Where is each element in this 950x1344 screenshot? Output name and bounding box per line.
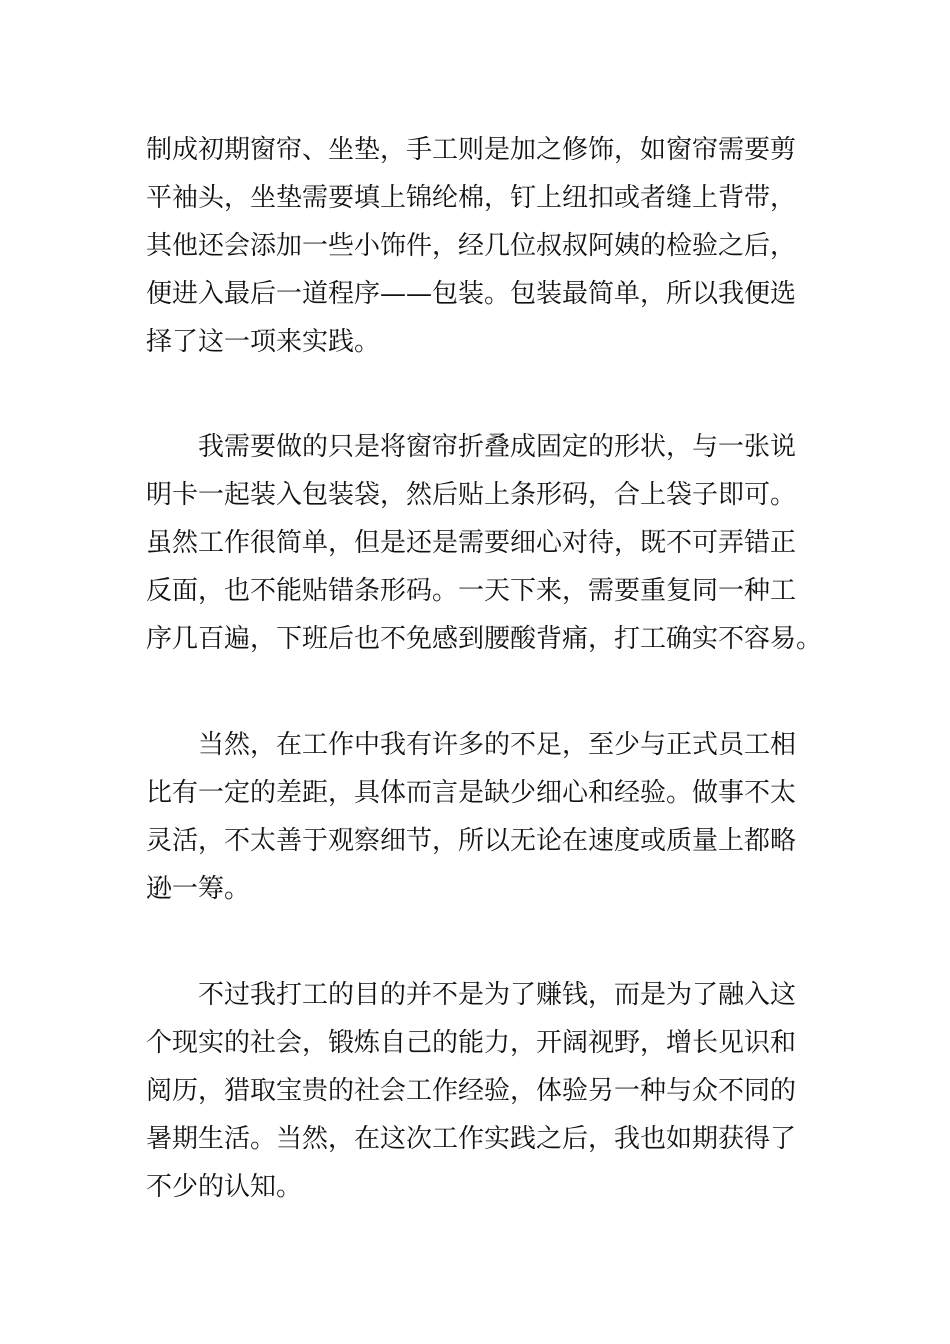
- paragraph-4-line-4: 暑期生活。当然，在这次工作实践之后，我也如期获得了: [146, 1124, 797, 1154]
- paragraph-4-line-2: 个现实的社会，锻炼自己的能力，开阔视野，增长见识和: [146, 1028, 797, 1058]
- paragraph-3-line-4: 逊一筹。: [146, 874, 251, 904]
- paragraph-3-line-2: 比有一定的差距，具体而言是缺少细心和经验。做事不太: [146, 778, 797, 808]
- paragraph-4-line-3: 阅历，猎取宝贵的社会工作经验，体验另一种与众不同的: [146, 1076, 797, 1106]
- paragraph-1-line-4: 便进入最后一道程序——包装。包装最简单，所以我便选: [146, 279, 797, 309]
- paragraph-2-line-1: 我需要做的只是将窗帘折叠成固定的形状，与一张说: [198, 432, 797, 462]
- paragraph-2-line-3: 虽然工作很简单，但是还是需要细心对待，既不可弄错正: [146, 528, 797, 558]
- paragraph-2-line-5: 序几百遍，下班后也不免感到腰酸背痛，打工确实不容易。: [146, 624, 823, 654]
- paragraph-3-line-3: 灵活，不太善于观察细节，所以无论在速度或质量上都略: [146, 826, 797, 856]
- paragraph-1-line-1: 制成初期窗帘、坐垫，手工则是加之修饰，如窗帘需要剪: [146, 135, 797, 165]
- paragraph-1-line-2: 平袖头，坐垫需要填上锦纶棉，钉上纽扣或者缝上背带，: [146, 183, 797, 213]
- paragraph-2-line-4: 反面，也不能贴错条形码。一天下来，需要重复同一种工: [146, 576, 797, 606]
- paragraph-1-line-5: 择了这一项来实践。: [146, 327, 381, 357]
- paragraph-2-line-2: 明卡一起装入包装袋，然后贴上条形码，合上袋子即可。: [146, 480, 797, 510]
- paragraph-4-line-5: 不少的认知。: [146, 1172, 303, 1202]
- paragraph-1-line-3: 其他还会添加一些小饰件，经几位叔叔阿姨的检验之后，: [146, 231, 797, 261]
- paragraph-4-line-1: 不过我打工的目的并不是为了赚钱，而是为了融入这: [198, 980, 797, 1010]
- paragraph-3-line-1: 当然，在工作中我有许多的不足，至少与正式员工相: [198, 730, 797, 760]
